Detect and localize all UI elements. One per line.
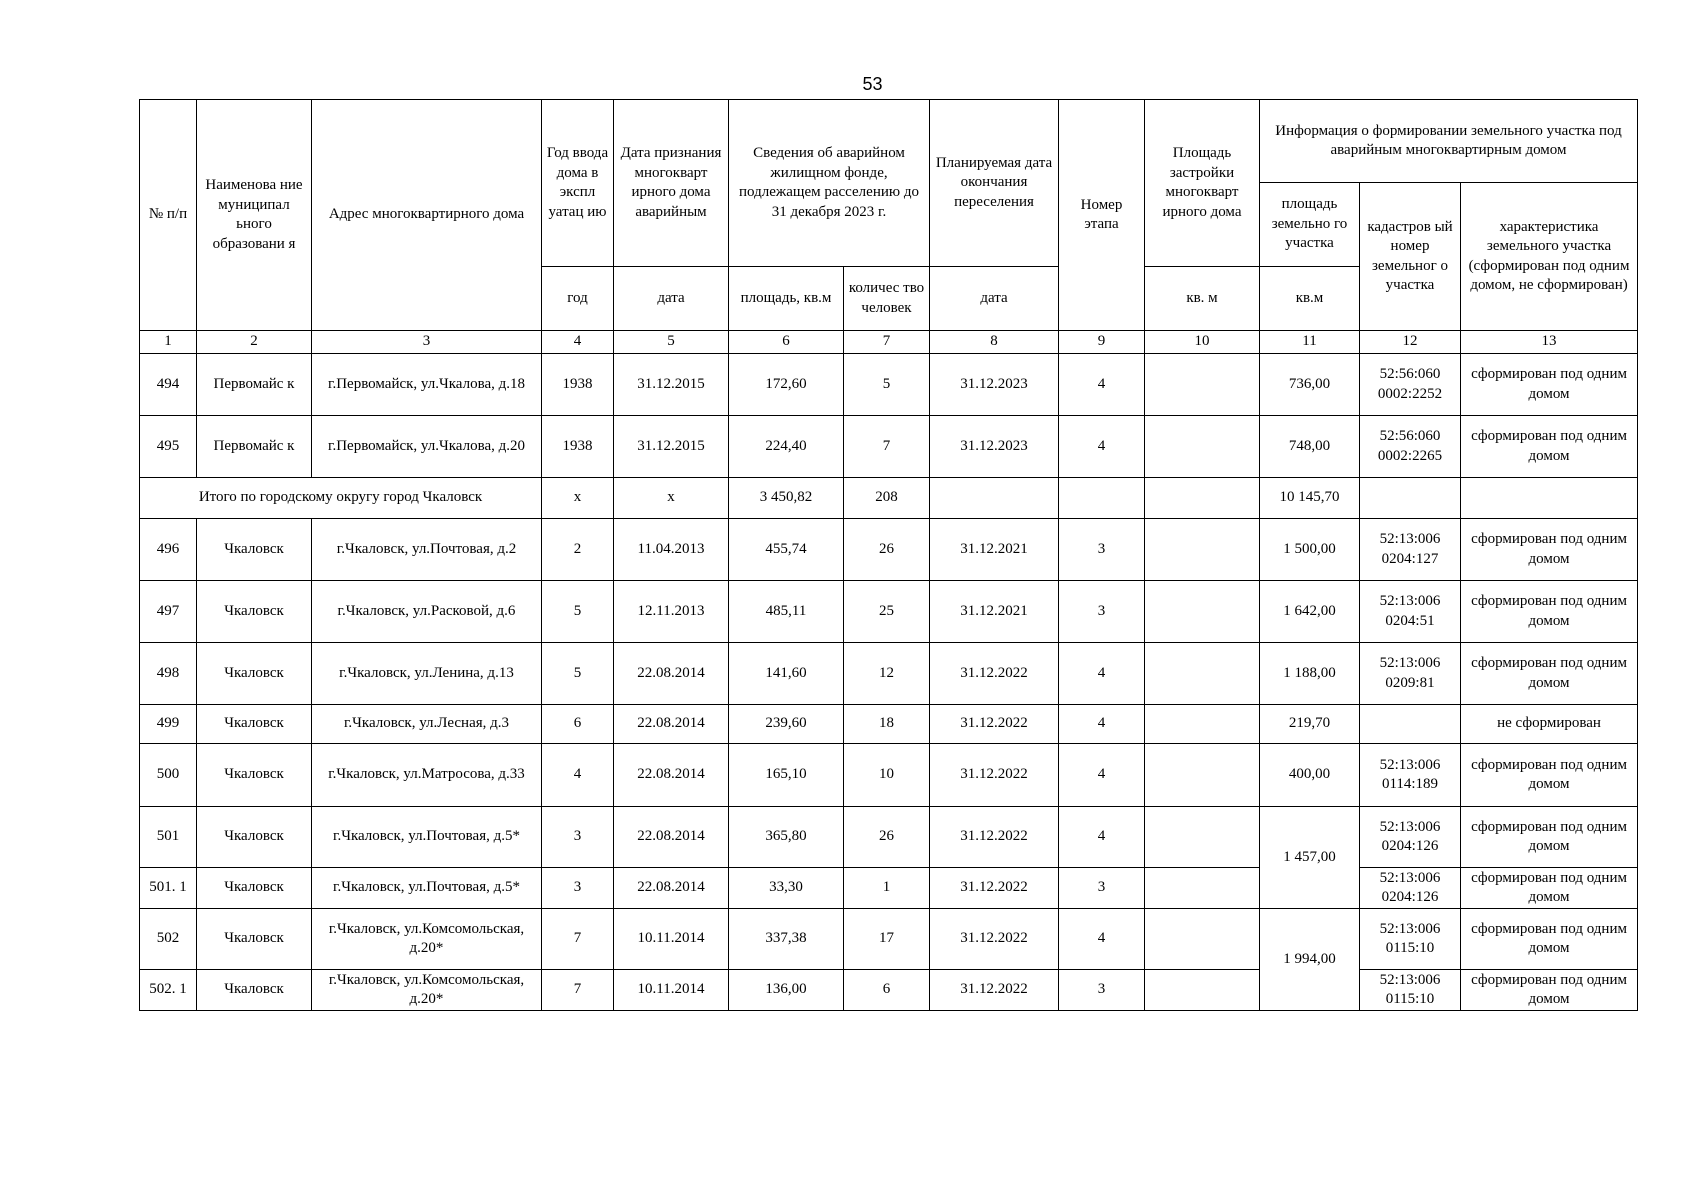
cell-address: г.Чкаловск, ул.Ленина, д.13 — [312, 643, 542, 705]
cell-building-area — [1145, 643, 1260, 705]
column-number: 1 — [140, 331, 197, 354]
column-number: 7 — [844, 331, 930, 354]
cell-land-area: 1 500,00 — [1260, 519, 1360, 581]
subtotal-cadastral-number — [1360, 478, 1461, 519]
cell-stage: 3 — [1059, 868, 1145, 909]
table-row — [140, 705, 1638, 744]
cell-municipality: Чкаловск — [197, 705, 312, 744]
cell-land-area: 400,00 — [1260, 744, 1360, 807]
unit-land-area: кв.м — [1260, 267, 1360, 331]
cell-address: г.Чкаловск, ул.Расковой, д.6 — [312, 581, 542, 643]
subtotal-building-area — [1145, 478, 1260, 519]
cell-number: 499 — [140, 705, 197, 744]
cell-year: 5 — [542, 643, 614, 705]
cell-area: 239,60 — [729, 705, 844, 744]
cell-municipality: Чкаловск — [197, 519, 312, 581]
cell-building-area — [1145, 744, 1260, 807]
cell-people: 26 — [844, 807, 930, 868]
header-recognition-date: Дата признания многокварт ирного дома аварийным — [614, 100, 729, 267]
unit-area: площадь, кв.м — [729, 267, 844, 331]
cell-area: 33,30 — [729, 868, 844, 909]
cell-area: 365,80 — [729, 807, 844, 868]
cell-land-area: 1 457,00 — [1260, 807, 1360, 909]
table-row — [140, 643, 1638, 705]
cell-year: 7 — [542, 909, 614, 970]
cell-year: 1938 — [542, 416, 614, 478]
table-row — [140, 807, 1638, 868]
unit-people: количес тво человек — [844, 267, 930, 331]
registry-table — [139, 99, 1638, 1011]
cell-planned-date: 31.12.2021 — [930, 581, 1059, 643]
header-building-area: Площадь застройки многокварт ирного дома — [1145, 100, 1260, 267]
cell-stage: 4 — [1059, 705, 1145, 744]
cell-planned-date: 31.12.2022 — [930, 970, 1059, 1011]
cell-municipality: Чкаловск — [197, 807, 312, 868]
cell-building-area — [1145, 416, 1260, 478]
unit-building-area: кв. м — [1145, 267, 1260, 331]
cell-cadastral-number: 52:13:006 0209:81 — [1360, 643, 1461, 705]
cell-stage: 4 — [1059, 744, 1145, 807]
cell-stage: 3 — [1059, 970, 1145, 1011]
cell-people: 5 — [844, 354, 930, 416]
header-emergency-fund: Сведения об аварийном жилищном фонде, подлежащем расселению до 31 декабря 2023 г. — [729, 100, 930, 267]
cell-recognition-date: 31.12.2015 — [614, 354, 729, 416]
cell-recognition-date: 31.12.2015 — [614, 416, 729, 478]
cell-recognition-date: 11.04.2013 — [614, 519, 729, 581]
unit-year: год — [542, 267, 614, 331]
cell-building-area — [1145, 581, 1260, 643]
cell-land-area: 219,70 — [1260, 705, 1360, 744]
table-row — [140, 744, 1638, 807]
cell-people: 6 — [844, 970, 930, 1011]
cell-people: 12 — [844, 643, 930, 705]
cell-area: 337,38 — [729, 909, 844, 970]
cell-number: 502. 1 — [140, 970, 197, 1011]
cell-land-characteristic: сформирован под одним домом — [1461, 354, 1638, 416]
table-row — [140, 909, 1638, 970]
cell-municipality: Чкаловск — [197, 744, 312, 807]
cell-municipality: Чкаловск — [197, 643, 312, 705]
header-land-info: Информация о формировании земельного участка под аварийным многоквартирным домом — [1260, 100, 1638, 183]
table-row — [140, 581, 1638, 643]
cell-number: 494 — [140, 354, 197, 416]
cell-number: 501 — [140, 807, 197, 868]
cell-cadastral-number: 52:13:006 0204:51 — [1360, 581, 1461, 643]
header-year: Год ввода дома в экспл уатац ию — [542, 100, 614, 267]
cell-stage: 4 — [1059, 354, 1145, 416]
cell-land-characteristic: сформирован под одним домом — [1461, 581, 1638, 643]
cell-address: г.Чкаловск, ул.Почтовая, д.5* — [312, 807, 542, 868]
table-row — [140, 416, 1638, 478]
cell-year: 7 — [542, 970, 614, 1011]
unit-planned-date: дата — [930, 267, 1059, 331]
cell-area: 455,74 — [729, 519, 844, 581]
cell-cadastral-number: 52:13:006 0204:126 — [1360, 868, 1461, 909]
cell-address: г.Чкаловск, ул.Комсомольская, д.20* — [312, 970, 542, 1011]
cell-planned-date: 31.12.2022 — [930, 868, 1059, 909]
cell-recognition-date: 10.11.2014 — [614, 909, 729, 970]
cell-year: 5 — [542, 581, 614, 643]
cell-area: 141,60 — [729, 643, 844, 705]
table-row — [140, 354, 1638, 416]
cell-area: 136,00 — [729, 970, 844, 1011]
column-number: 10 — [1145, 331, 1260, 354]
column-numbers-row — [140, 331, 1638, 354]
cell-number: 498 — [140, 643, 197, 705]
cell-recognition-date: 12.11.2013 — [614, 581, 729, 643]
cell-recognition-date: 22.08.2014 — [614, 705, 729, 744]
cell-stage: 4 — [1059, 416, 1145, 478]
column-number: 8 — [930, 331, 1059, 354]
column-number: 9 — [1059, 331, 1145, 354]
cell-planned-date: 31.12.2022 — [930, 705, 1059, 744]
cell-number: 495 — [140, 416, 197, 478]
table-row — [140, 519, 1638, 581]
cell-number: 502 — [140, 909, 197, 970]
cell-cadastral-number: 52:13:006 0115:10 — [1360, 970, 1461, 1011]
cell-year: 3 — [542, 868, 614, 909]
header-stage: Номер этапа — [1059, 100, 1145, 331]
cell-building-area — [1145, 909, 1260, 970]
cell-cadastral-number: 52:13:006 0114:189 — [1360, 744, 1461, 807]
subtotal-planned-date — [930, 478, 1059, 519]
column-number: 12 — [1360, 331, 1461, 354]
column-number: 4 — [542, 331, 614, 354]
cell-building-area — [1145, 519, 1260, 581]
cell-planned-date: 31.12.2022 — [930, 744, 1059, 807]
header-municipality: Наименова ние муниципал ьного образовани я — [197, 100, 312, 331]
cell-building-area — [1145, 868, 1260, 909]
cell-municipality: Чкаловск — [197, 909, 312, 970]
header-address: Адрес многоквартирного дома — [312, 100, 542, 331]
unit-date: дата — [614, 267, 729, 331]
cell-municipality: Чкаловск — [197, 868, 312, 909]
cell-recognition-date: 22.08.2014 — [614, 807, 729, 868]
cell-address: г.Чкаловск, ул.Почтовая, д.2 — [312, 519, 542, 581]
cell-address: г.Чкаловск, ул.Лесная, д.3 — [312, 705, 542, 744]
cell-number: 501. 1 — [140, 868, 197, 909]
header-cadastral-number: кадастров ый номер земельног о участка — [1360, 183, 1461, 331]
cell-year: 6 — [542, 705, 614, 744]
cell-land-area: 1 642,00 — [1260, 581, 1360, 643]
cell-number: 496 — [140, 519, 197, 581]
header-land-characteristic: характеристика земельного участка (сформирован под одним домом, не сформирован) — [1461, 183, 1638, 331]
cell-land-characteristic: не сформирован — [1461, 705, 1638, 744]
cell-number: 497 — [140, 581, 197, 643]
header-number: № п/п — [140, 100, 197, 331]
table-row — [140, 970, 1638, 1011]
column-number: 11 — [1260, 331, 1360, 354]
cell-number: 500 — [140, 744, 197, 807]
cell-address: г.Чкаловск, ул.Комсомольская, д.20* — [312, 909, 542, 970]
cell-stage: 3 — [1059, 519, 1145, 581]
cell-stage: 4 — [1059, 807, 1145, 868]
cell-people: 17 — [844, 909, 930, 970]
cell-year: 4 — [542, 744, 614, 807]
table-row — [140, 868, 1638, 909]
cell-address: г.Первомайск, ул.Чкалова, д.18 — [312, 354, 542, 416]
cell-people: 18 — [844, 705, 930, 744]
cell-area: 485,11 — [729, 581, 844, 643]
cell-land-characteristic: сформирован под одним домом — [1461, 643, 1638, 705]
subtotal-stage — [1059, 478, 1145, 519]
cell-year: 3 — [542, 807, 614, 868]
column-number: 5 — [614, 331, 729, 354]
cell-cadastral-number: 52:13:006 0204:127 — [1360, 519, 1461, 581]
cell-area: 224,40 — [729, 416, 844, 478]
cell-area: 172,60 — [729, 354, 844, 416]
cell-planned-date: 31.12.2021 — [930, 519, 1059, 581]
cell-recognition-date: 10.11.2014 — [614, 970, 729, 1011]
cell-planned-date: 31.12.2022 — [930, 643, 1059, 705]
cell-planned-date: 31.12.2022 — [930, 807, 1059, 868]
subtotal-area: 3 450,82 — [729, 478, 844, 519]
subtotal-land-characteristic — [1461, 478, 1638, 519]
header-land-area: площадь земельно го участка — [1260, 183, 1360, 267]
cell-people: 25 — [844, 581, 930, 643]
cell-municipality: Чкаловск — [197, 970, 312, 1011]
cell-cadastral-number: 52:13:006 0204:126 — [1360, 807, 1461, 868]
cell-cadastral-number: 52:56:060 0002:2252 — [1360, 354, 1461, 416]
cell-area: 165,10 — [729, 744, 844, 807]
cell-building-area — [1145, 354, 1260, 416]
cell-land-characteristic: сформирован под одним домом — [1461, 416, 1638, 478]
column-number: 6 — [729, 331, 844, 354]
cell-land-area: 736,00 — [1260, 354, 1360, 416]
header-row — [140, 100, 1638, 183]
cell-address: г.Первомайск, ул.Чкалова, д.20 — [312, 416, 542, 478]
header-planned-date: Планируемая дата окончания переселения — [930, 100, 1059, 267]
cell-land-characteristic: сформирован под одним домом — [1461, 807, 1638, 868]
cell-land-characteristic: сформирован под одним домом — [1461, 868, 1638, 909]
subtotal-people: 208 — [844, 478, 930, 519]
cell-land-area: 748,00 — [1260, 416, 1360, 478]
cell-planned-date: 31.12.2023 — [930, 354, 1059, 416]
cell-land-area: 1 994,00 — [1260, 909, 1360, 1011]
cell-people: 7 — [844, 416, 930, 478]
cell-land-characteristic: сформирован под одним домом — [1461, 519, 1638, 581]
cell-planned-date: 31.12.2023 — [930, 416, 1059, 478]
cell-planned-date: 31.12.2022 — [930, 909, 1059, 970]
cell-land-characteristic: сформирован под одним домом — [1461, 909, 1638, 970]
cell-municipality: Первомайс к — [197, 416, 312, 478]
column-number: 3 — [312, 331, 542, 354]
subtotal-row — [140, 478, 1638, 519]
cell-address: г.Чкаловск, ул.Матросова, д.33 — [312, 744, 542, 807]
cell-people: 1 — [844, 868, 930, 909]
cell-recognition-date: 22.08.2014 — [614, 643, 729, 705]
cell-cadastral-number: 52:13:006 0115:10 — [1360, 909, 1461, 970]
cell-land-characteristic: сформирован под одним домом — [1461, 970, 1638, 1011]
page-number: 53 — [862, 74, 883, 94]
subtotal-date: х — [614, 478, 729, 519]
cell-municipality: Первомайс к — [197, 354, 312, 416]
cell-cadastral-number — [1360, 705, 1461, 744]
cell-cadastral-number: 52:56:060 0002:2265 — [1360, 416, 1461, 478]
cell-building-area — [1145, 970, 1260, 1011]
cell-building-area — [1145, 807, 1260, 868]
cell-building-area — [1145, 705, 1260, 744]
cell-land-area: 1 188,00 — [1260, 643, 1360, 705]
column-number: 13 — [1461, 331, 1638, 354]
cell-year: 1938 — [542, 354, 614, 416]
cell-address: г.Чкаловск, ул.Почтовая, д.5* — [312, 868, 542, 909]
cell-recognition-date: 22.08.2014 — [614, 868, 729, 909]
cell-people: 10 — [844, 744, 930, 807]
cell-land-characteristic: сформирован под одним домом — [1461, 744, 1638, 807]
subtotal-label: Итого по городскому округу город Чкаловск — [140, 478, 542, 519]
cell-people: 26 — [844, 519, 930, 581]
cell-recognition-date: 22.08.2014 — [614, 744, 729, 807]
cell-municipality: Чкаловск — [197, 581, 312, 643]
cell-stage: 3 — [1059, 581, 1145, 643]
cell-stage: 4 — [1059, 643, 1145, 705]
column-number: 2 — [197, 331, 312, 354]
cell-stage: 4 — [1059, 909, 1145, 970]
subtotal-land-area: 10 145,70 — [1260, 478, 1360, 519]
subtotal-year: х — [542, 478, 614, 519]
cell-year: 2 — [542, 519, 614, 581]
